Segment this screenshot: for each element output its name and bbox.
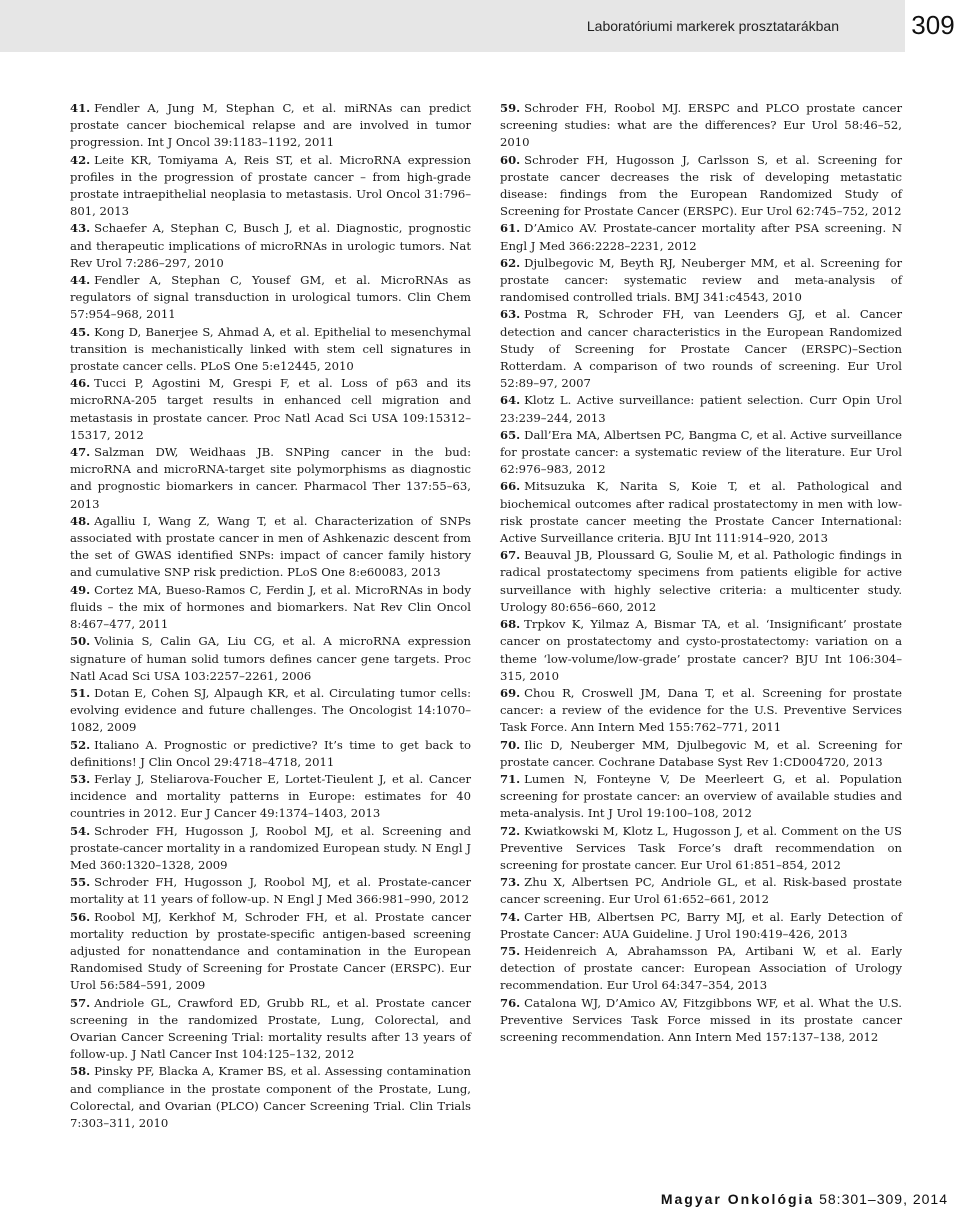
reference-item xyxy=(70,874,471,908)
reference-number: 68. xyxy=(500,617,521,632)
reference-text: Kong D, Banerjee S, Ahmad A, et al. Epithelial to mesenchymal transition is mechanistically linked with stem cell signatures in prostate cancer cells. PLoS One 5:e12445, 2010 xyxy=(70,324,471,374)
reference-text: Beauval JB, Ploussard G, Soulie M, et al. Pathologic findings in radical prostatectomy specimens from patients eligible for active surveillance with highly selective criteria: a multicenter study. Urology 80:656–660, 2012 xyxy=(500,548,902,614)
reference-number: 51. xyxy=(70,685,91,700)
reference-text: Leite KR, Tomiyama A, Reis ST, et al. MicroRNA expression profiles in the progression of prostate cancer – from high-grade prostate intraepithelial neoplasia to metastasis. Urol Oncol 31:796–801, 2013 xyxy=(70,152,471,219)
reference-number: 52. xyxy=(70,737,91,752)
reference-number: 61. xyxy=(500,221,521,236)
reference-text: Lumen N, Fonteyne V, De Meerleert G, et al. Population screening for prostate cancer: an overview of available studies and meta-analysis. Int J Urol 19:100–108, 2012 xyxy=(500,771,902,821)
reference-number: 64. xyxy=(500,393,521,408)
reference-number: 63. xyxy=(500,307,521,322)
reference-item xyxy=(70,685,471,737)
reference-item xyxy=(70,995,471,1064)
reference-number: 70. xyxy=(500,737,521,752)
reference-item xyxy=(70,100,471,152)
reference-number: 46. xyxy=(70,376,91,391)
reference-number: 44. xyxy=(70,273,91,288)
reference-number: 69. xyxy=(500,685,521,700)
reference-number: 45. xyxy=(70,324,91,339)
reference-text: Dall’Era MA, Albertsen PC, Bangma C, et al. Active surveillance for prostate cancer: a systematic review of the literature. Eur Urol 62:976–983, 2012 xyxy=(500,427,902,477)
reference-number: 59. xyxy=(500,101,521,115)
reference-item xyxy=(500,616,902,685)
reference-number: 73. xyxy=(500,875,521,890)
reference-text: D’Amico AV. Prostate-cancer mortality after PSA screening. N Engl J Med 366:2228–2231, 2012 xyxy=(500,221,902,253)
reference-number: 42. xyxy=(70,152,91,167)
reference-item xyxy=(500,478,902,547)
reference-number: 76. xyxy=(500,995,521,1010)
reference-text: Fendler A, Stephan C, Yousef GM, et al. MicroRNAs as regulators of signal transduction in urological tumors. Clin Chem 57:954–968, 2011 xyxy=(70,273,471,322)
reference-number: 58. xyxy=(70,1064,91,1079)
reference-text: Djulbegovic M, Beyth RJ, Neuberger MM, et al. Screening for prostate cancer: systematic review and meta-analysis of randomised controlled trials. BMJ 341:c4543, 2010 xyxy=(500,255,902,305)
reference-text: Chou R, Croswell JM, Dana T, et al. Screening for prostate cancer: a review of the evidence for the U.S. Preventive Services Task Force. Ann Intern Med 155:762–771, 2011 xyxy=(500,685,902,735)
reference-item xyxy=(70,220,471,272)
reference-number: 66. xyxy=(500,479,521,494)
reference-text: Heidenreich A, Abrahamsson PA, Artibani W, et al. Early detection of prostate cancer: European Association of Urology recommendation. Eur Urol 64:347–354, 2013 xyxy=(500,943,902,993)
reference-number: 75. xyxy=(500,943,521,958)
reference-text: Cortez MA, Bueso-Ramos C, Ferdin J, et al. MicroRNAs in body fluids – the mix of hormones and biomarkers. Nat Rev Clin Oncol 8:467–477, 2011 xyxy=(70,582,471,632)
reference-item xyxy=(500,427,902,479)
reference-item xyxy=(500,737,902,771)
reference-item xyxy=(500,306,902,392)
reference-number: 48. xyxy=(70,513,91,528)
reference-number: 54. xyxy=(70,823,91,838)
reference-text: Schroder FH, Hugosson J, Carlsson S, et al. Screening for prostate cancer decreases the risk of developing metastatic disease: findings from the European Randomized Study of Screening for Prostate Cancer (ERSPC). Eur Urol 62:745–752, 2012 xyxy=(500,152,902,219)
reference-item xyxy=(70,375,471,444)
reference-item xyxy=(70,444,471,513)
reference-text: Ferlay J, Steliarova-Foucher E, Lortet-Tieulent J, et al. Cancer incidence and mortality patterns in Europe: estimates for 40 countries in 2012. Eur J Cancer 49:1374–1403, 2013 xyxy=(70,771,471,821)
reference-number: 67. xyxy=(500,548,521,563)
reference-text: Italiano A. Prognostic or predictive? It’s time to get back to definitions! J Clin Oncol 29:4718–4718, 2011 xyxy=(70,737,471,769)
reference-number: 43. xyxy=(70,221,91,236)
reference-item xyxy=(500,255,902,307)
reference-text: Postma R, Schroder FH, van Leenders GJ, et al. Cancer detection and cancer characteristics in the European Randomized Study of Screening for Prostate Cancer (ERSPC)–Section Rotterdam. A comparison of two rounds of screening. Eur Urol 52:89–97, 2007 xyxy=(500,307,902,391)
reference-number: 62. xyxy=(500,255,521,270)
reference-number: 49. xyxy=(70,582,91,597)
reference-text: Schaefer A, Stephan C, Busch J, et al. Diagnostic, prognostic and therapeutic implications of microRNAs in urologic tumors. Nat Rev Urol 7:286–297, 2010 xyxy=(70,221,471,270)
reference-text: Trpkov K, Yilmaz A, Bismar TA, et al. ‘Insignificant’ prostate cancer on prostatectomy and cysto-prostatectomy: variation on a theme ‘low-volume/low-grade’ prostate cancer? BJU Int 106:304–315, 2010 xyxy=(500,617,902,683)
reference-number: 72. xyxy=(500,823,521,838)
reference-text: Schroder FH, Hugosson J, Roobol MJ, et al. Screening and prostate-cancer mortality in a randomized European study. N Engl J Med 360:1320–1328, 2009 xyxy=(70,823,471,872)
page-number: 309 xyxy=(911,10,955,40)
journal-name: Magyar Onkológia xyxy=(660,1191,815,1207)
reference-text: Ilic D, Neuberger MM, Djulbegovic M, et al. Screening for prostate cancer. Cochrane Database Syst Rev 1:CD004720, 2013 xyxy=(500,737,902,769)
reference-item xyxy=(70,152,471,221)
reference-number: 74. xyxy=(500,909,521,924)
reference-item xyxy=(70,324,471,376)
reference-item xyxy=(500,100,902,152)
reference-item xyxy=(500,995,902,1047)
reference-text: Klotz L. Active surveillance: patient selection. Curr Opin Urol 23:239–244, 2013 xyxy=(500,393,902,425)
reference-item xyxy=(70,737,471,771)
reference-item xyxy=(500,392,902,426)
reference-text: Salzman DW, Weidhaas JB. SNPing cancer in the bud: microRNA and microRNA-target site polymorphisms as diagnostic and prognostic biomarkers in cancer. Pharmacol Ther 137:55–63, 2013 xyxy=(70,445,471,511)
reference-text: Catalona WJ, D’Amico AV, Fitzgibbons WF, et al. What the U.S. Preventive Services Task Force missed in its prostate cancer screening recommendation. Ann Intern Med 157:137–138, 2012 xyxy=(500,995,902,1044)
reference-number: 41. xyxy=(70,101,91,115)
reference-item xyxy=(70,582,471,634)
reference-text: Tucci P, Agostini M, Grespi F, et al. Loss of p63 and its microRNA-205 target results in enhanced cell migration and metastasis in prostate cancer. Proc Natl Acad Sci USA 109:15312–15317, 2012 xyxy=(70,376,471,442)
reference-text: Mitsuzuka K, Narita S, Koie T, et al. Pathological and biochemical outcomes after radical prostatectomy in men with low-risk prostate cancer meeting the Prostate Cancer International: Active Surveillance criteria. BJU Int 111:914–920, 2013 xyxy=(500,479,902,546)
reference-item xyxy=(70,272,471,324)
reference-item xyxy=(500,909,902,943)
reference-item xyxy=(500,685,902,737)
reference-number: 60. xyxy=(500,152,521,167)
reference-item xyxy=(500,547,902,616)
reference-text: Kwiatkowski M, Klotz L, Hugosson J, et al. Comment on the US Preventive Services Task Force’s draft recommendation on screening for prostate cancer. Eur Urol 61:851–854, 2012 xyxy=(500,823,902,872)
reference-text: Carter HB, Albertsen PC, Barry MJ, et al. Early Detection of Prostate Cancer: AUA Guideline. J Urol 190:419–426, 2013 xyxy=(500,909,902,941)
reference-text: Zhu X, Albertsen PC, Andriole GL, et al. Risk-based prostate cancer screening. Eur Urol 61:652–661, 2012 xyxy=(500,875,902,907)
reference-item xyxy=(500,152,902,221)
reference-item xyxy=(500,943,902,995)
reference-item xyxy=(70,771,471,823)
references-right-column xyxy=(500,100,902,1046)
reference-text: Schroder FH, Hugosson J, Roobol MJ, et al. Prostate-cancer mortality at 11 years of follow-up. N Engl J Med 366:981–990, 2012 xyxy=(70,875,471,907)
reference-text: Dotan E, Cohen SJ, Alpaugh KR, et al. Circulating tumor cells: evolving evidence and future challenges. The Oncologist 14:1070–1082, 2009 xyxy=(70,685,471,735)
reference-item xyxy=(70,823,471,875)
reference-text: Schroder FH, Roobol MJ. ERSPC and PLCO prostate cancer screening studies: what are the differences? Eur Urol 58:46–52, 2010 xyxy=(500,101,902,150)
reference-item xyxy=(70,633,471,685)
reference-text: Volinia S, Calin GA, Liu CG, et al. A microRNA expression signature of human solid tumors defines cancer gene targets. Proc Natl Acad Sci USA 103:2257–2261, 2006 xyxy=(70,634,471,683)
references-left-column xyxy=(70,100,471,1132)
reference-item xyxy=(70,513,471,582)
reference-number: 57. xyxy=(70,995,91,1010)
reference-item xyxy=(500,874,902,908)
running-header-title: Laboratóriumi markerek prosztatarákban xyxy=(586,18,839,34)
reference-item xyxy=(70,909,471,995)
running-header xyxy=(0,0,905,52)
reference-item xyxy=(500,771,902,823)
reference-number: 55. xyxy=(70,875,91,890)
reference-text: Agalliu I, Wang Z, Wang T, et al. Characterization of SNPs associated with prostate cancer in men of Ashkenazic descent from the set of GWAS identified SNPs: impact of cancer family history and cumulative SNP risk prediction. PLoS One 8:e60083, 2013 xyxy=(70,513,471,580)
reference-number: 65. xyxy=(500,427,521,442)
reference-item xyxy=(500,220,902,254)
reference-item xyxy=(70,1063,471,1132)
reference-number: 47. xyxy=(70,445,91,460)
reference-text: Roobol MJ, Kerkhof M, Schroder FH, et al. Prostate cancer mortality reduction by prostate-specific antigen-based screening adjusted for nonattendance and contamination in the European Randomised Study of Screening for Prostate Cancer (ERSPC). Eur Urol 56:584–591, 2009 xyxy=(70,909,471,993)
reference-text: Andriole GL, Crawford ED, Grubb RL, et al. Prostate cancer screening in the randomized Prostate, Lung, Colorectal, and Ovarian Cancer Screening Trial: mortality results after 13 years of follow-up. J Natl Cancer Inst 104:125–132, 2012 xyxy=(70,995,471,1062)
reference-text: Fendler A, Jung M, Stephan C, et al. miRNAs can predict prostate cancer biochemical relapse and are involved in tumor progression. Int J Oncol 39:1183–1192, 2011 xyxy=(70,101,471,150)
reference-item xyxy=(500,823,902,875)
reference-number: 53. xyxy=(70,771,91,786)
reference-number: 50. xyxy=(70,634,91,649)
journal-footer xyxy=(661,1191,948,1207)
journal-citation: 58:301–309, 2014 xyxy=(819,1191,948,1207)
reference-text: Pinsky PF, Blacka A, Kramer BS, et al. Assessing contamination and compliance in the prostate component of the Prostate, Lung, Colorectal, and Ovarian (PLCO) Cancer Screening Trial. Clin Trials 7:303–311, 2010 xyxy=(70,1064,471,1130)
reference-number: 71. xyxy=(500,771,521,786)
reference-number: 56. xyxy=(70,909,91,924)
